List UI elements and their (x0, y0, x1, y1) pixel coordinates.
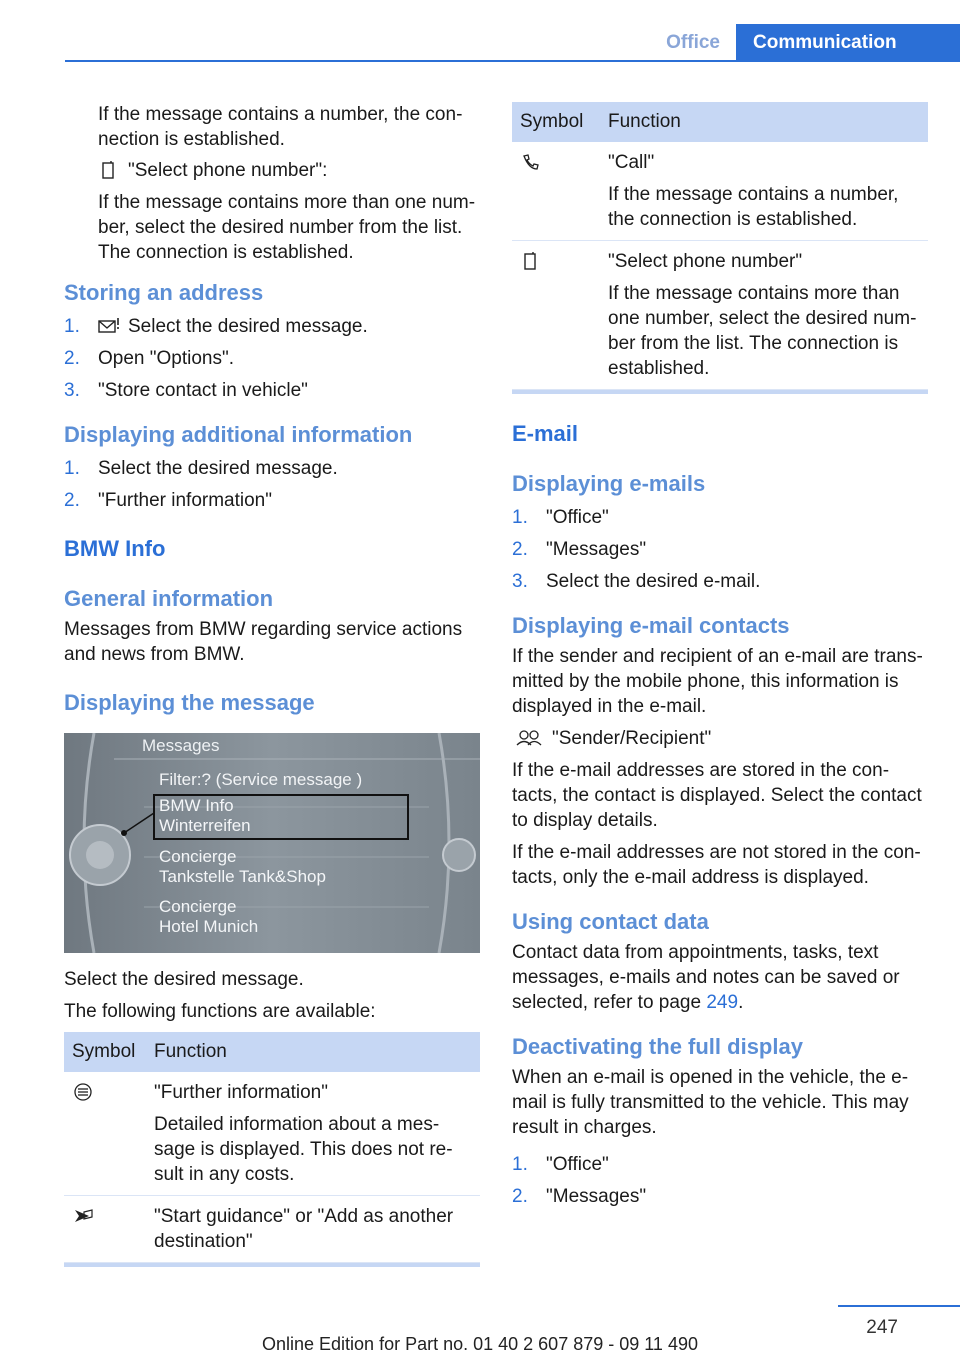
screen-row-line2: Hotel Munich (159, 917, 259, 936)
function-desc: If the message contains a number, the connection is established. (608, 184, 899, 230)
step-text: "Messages" (546, 539, 647, 560)
displaying-emails-heading: Displaying e-mails (512, 471, 706, 496)
deactivating-heading: Deactivating the full display (512, 1034, 803, 1059)
screen-row-line2: Winterreifen (159, 816, 251, 835)
screen-row-line2: Tankstelle Tank&Shop (159, 867, 326, 886)
list-item (64, 488, 480, 513)
screen-row[interactable] (159, 847, 326, 887)
select-phone-label: "Select phone number": (128, 160, 328, 181)
step-text: "Office" (546, 1154, 609, 1175)
table-end-rule (512, 390, 928, 394)
table-header-symbol: Symbol (64, 1032, 146, 1072)
step-number: 2. (512, 1186, 528, 1207)
step-number: 1. (64, 316, 80, 337)
stored-text: If the e-mail addresses are stored in the contacts, the contact is displayed. Select the contact to display details. (512, 760, 922, 831)
footer-rule (838, 1305, 960, 1307)
select-phone-desc: If the message contains more than one number, select the desired number from the list. The connection is established. (98, 192, 476, 263)
page-link[interactable]: 249 (706, 992, 739, 1013)
header-rule (65, 60, 960, 62)
table-row (64, 1072, 480, 1196)
displaying-emails-steps (512, 505, 928, 594)
list-item (512, 1152, 928, 1177)
list-item (512, 505, 928, 530)
header-tab-office[interactable]: Office (666, 32, 720, 53)
step-number: 2. (64, 490, 80, 511)
deactivating-text: When an e-mail is opened in the vehicle, the e-mail is fully transmitted to the vehicle. This may result in charges. (512, 1067, 909, 1138)
list-details-icon (72, 1083, 94, 1101)
list-item (64, 378, 480, 403)
general-info-text: Messages from BMW regarding service actions and news from BMW. (64, 619, 463, 665)
screen-filter: Filter:? (Service message ) (159, 770, 363, 789)
email-heading: E-mail (512, 421, 579, 446)
step-number: 3. (512, 571, 528, 592)
table-row (512, 241, 928, 390)
table-end-rule (64, 1263, 480, 1267)
page-number: 247 (866, 1317, 898, 1338)
table-header-symbol: Symbol (512, 102, 600, 142)
screen-title: Messages (142, 736, 220, 755)
step-number: 2. (64, 348, 80, 369)
table-row (64, 1196, 480, 1263)
displaying-message-heading: Displaying the message (64, 690, 315, 715)
step-text: "Further information" (98, 490, 272, 511)
screen-row-line1: BMW Info (159, 796, 234, 815)
step-text: "Store contact in vehicle" (98, 380, 308, 401)
screen-row-line1: Concierge (159, 847, 237, 866)
using-contact-data-text: Contact data from appointments, tasks, text messages, e-mails and notes can be saved or selected, refer to page 249. (512, 942, 900, 1013)
function-desc: If the message contains more than one number, select the desired number from the list. The connection is established. (608, 283, 917, 379)
email-contacts-text: If the sender and recipient of an e-mail are transmitted by the mobile phone, this information is displayed in the e-mail. (512, 646, 923, 717)
list-item (64, 314, 480, 339)
contacts-people-icon (514, 729, 544, 747)
screen-row-line1: Concierge (159, 897, 237, 916)
additional-steps (64, 456, 480, 513)
step-number: 2. (512, 539, 528, 560)
intro-text: If the message contains a number, the connection is established. (98, 104, 463, 150)
storing-steps (64, 314, 480, 403)
using-text: Contact data from appointments, tasks, text messages, e-mails and notes can be saved or selected, refer to page (512, 942, 900, 1013)
step-text: Select the desired message. (128, 316, 368, 337)
phone-handset-icon (520, 153, 542, 171)
sender-recipient-row (512, 726, 928, 751)
step-number: 1. (64, 458, 80, 479)
header-tab-communication[interactable]: Communication (736, 24, 960, 62)
left-function-table (64, 1032, 480, 1263)
screen-row[interactable] (159, 897, 258, 937)
function-title: "Start guidance" or "Add as another destination" (154, 1206, 454, 1252)
mobile-phone-icon (98, 161, 120, 179)
function-title: "Further information" (154, 1082, 328, 1103)
idrive-screen-illustration (64, 733, 480, 953)
list-item (64, 346, 480, 371)
deactivating-steps (512, 1152, 928, 1209)
step-number: 1. (512, 507, 528, 528)
navigation-flag-icon (72, 1207, 94, 1225)
step-number: 3. (64, 380, 80, 401)
left-column (64, 102, 480, 1267)
function-desc: Detailed information about a message is displayed. This does not result in any costs. (154, 1114, 453, 1185)
not-stored-text: If the e-mail addresses are not stored in the contacts, only the e-mail address is displayed. (512, 842, 921, 888)
table-header-function: Function (146, 1032, 480, 1072)
mobile-phone-icon (520, 252, 542, 270)
sender-recipient-label: "Sender/Recipient" (552, 728, 712, 749)
list-item (512, 569, 928, 594)
screen-graphic (64, 733, 480, 953)
list-item (512, 537, 928, 562)
step-text: Open "Options". (98, 348, 235, 369)
step-text: "Messages" (546, 1186, 647, 1207)
online-edition-text: Online Edition for Part no. 01 40 2 607 879 - 09 11 490 (262, 1334, 698, 1354)
general-info-heading: General information (64, 586, 274, 611)
right-column (512, 102, 928, 1209)
table-header-function: Function (600, 102, 928, 142)
following-text: The following functions are available: (64, 1001, 376, 1022)
envelope-info-icon (98, 317, 120, 335)
table-row (512, 142, 928, 241)
email-contacts-heading: Displaying e-mail contacts (512, 613, 790, 638)
using-contact-data-heading: Using contact data (512, 909, 709, 934)
step-text: "Office" (546, 507, 609, 528)
right-function-table (512, 102, 928, 390)
storing-address-heading: Storing an address (64, 280, 264, 305)
function-title: "Select phone number" (608, 251, 803, 272)
function-title: "Call" (608, 152, 655, 173)
select-phone-label-row (64, 158, 480, 183)
list-item (64, 456, 480, 481)
step-text: Select the desired e-mail. (546, 571, 761, 592)
select-desired-text: Select the desired message. (64, 969, 304, 990)
step-number: 1. (512, 1154, 528, 1175)
list-item (512, 1184, 928, 1209)
bmw-info-heading: BMW Info (64, 536, 166, 561)
additional-info-heading: Displaying additional information (64, 422, 413, 447)
step-text: Select the desired message. (98, 458, 338, 479)
screen-row[interactable] (159, 796, 251, 836)
